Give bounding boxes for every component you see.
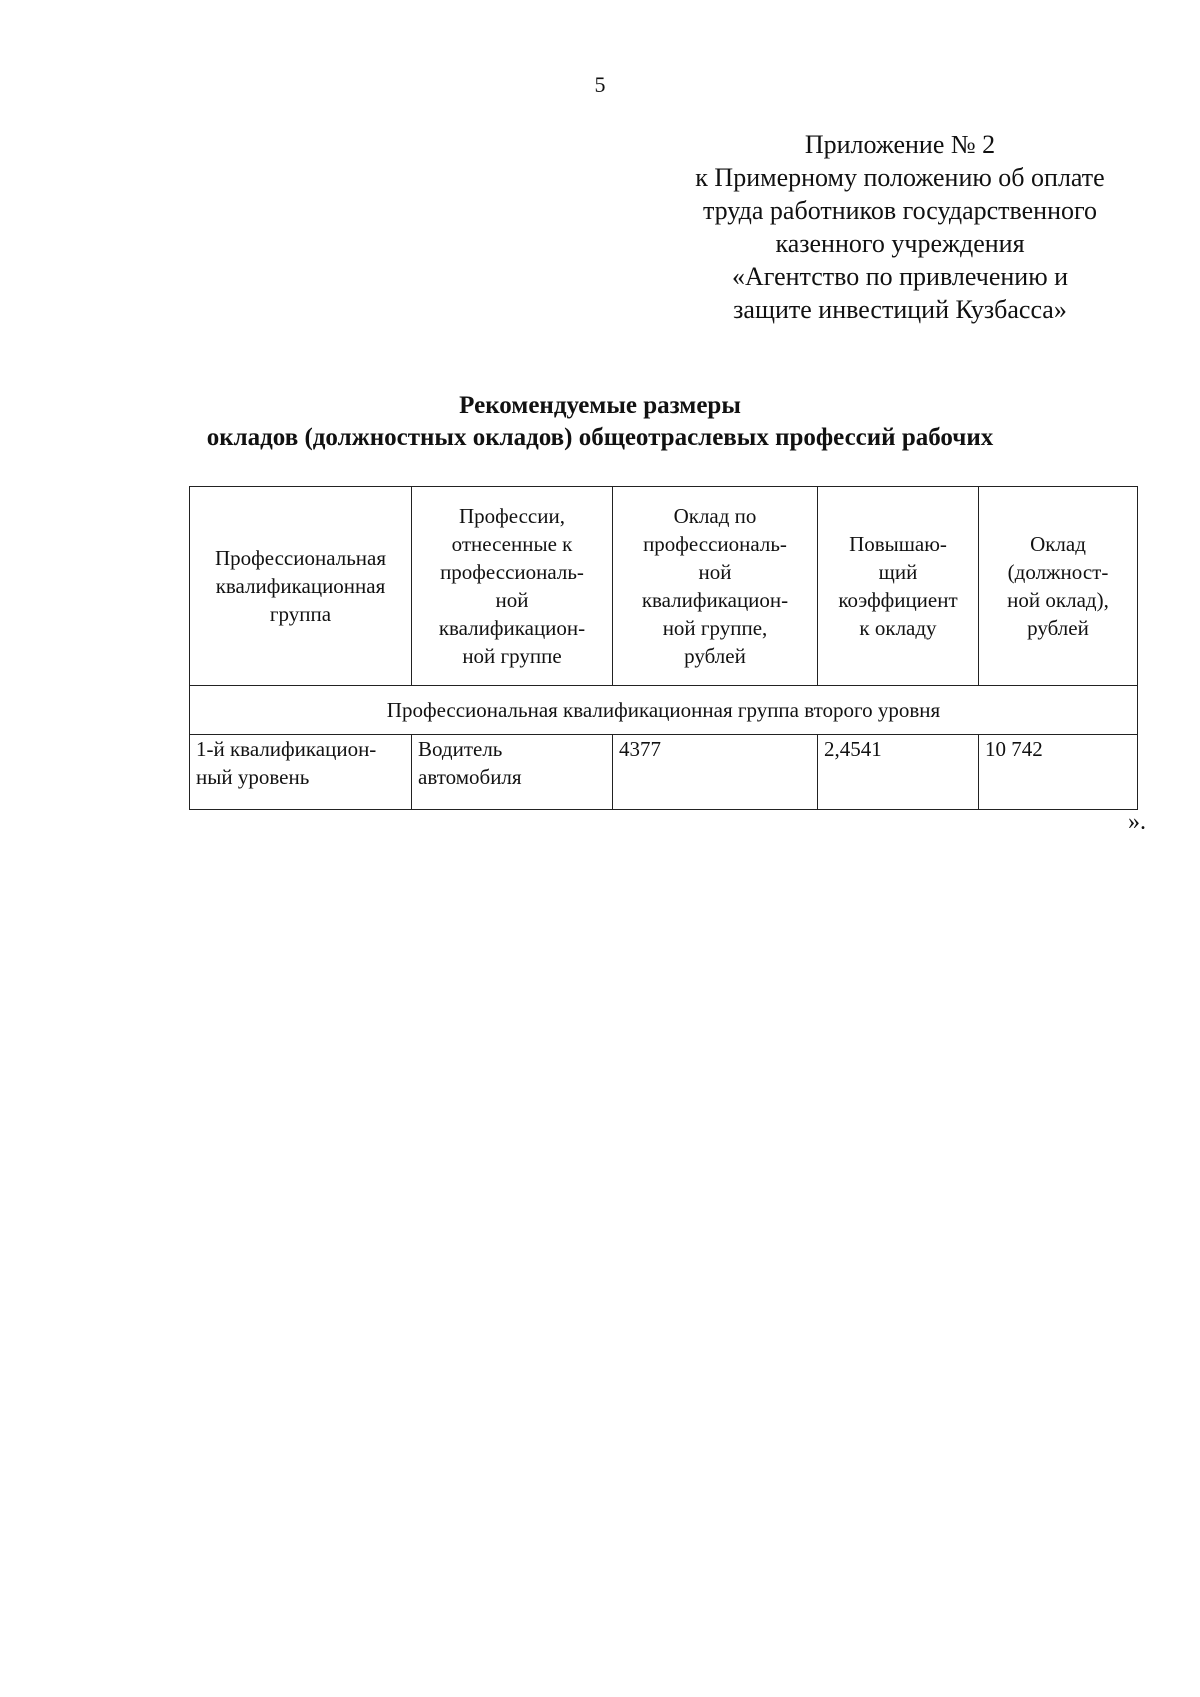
header-text: отнесенные к	[451, 532, 573, 556]
header-text: квалификационная	[215, 574, 386, 598]
header-text: к окладу	[859, 616, 937, 640]
header-salary	[979, 487, 1138, 686]
cell-text: ный уровень	[196, 765, 310, 789]
salary-table	[189, 486, 1138, 810]
appendix-header	[650, 128, 1150, 326]
cell-text: Водитель	[418, 737, 503, 761]
cell-level	[190, 735, 412, 810]
appendix-line: Приложение № 2	[804, 130, 996, 159]
appendix-line: казенного учреждения	[775, 229, 1025, 258]
header-text: ной группе,	[662, 616, 768, 640]
header-text: рублей	[684, 644, 746, 668]
appendix-line: к Примерному положению об оплате	[695, 163, 1105, 192]
header-text: квалификацион-	[438, 616, 586, 640]
cell-text: 1-й квалификацион-	[196, 737, 377, 761]
header-text: ной группе	[462, 644, 562, 668]
header-text: Профессии,	[459, 504, 565, 528]
header-text: (должност-	[1007, 560, 1109, 584]
page-number: 5	[594, 72, 606, 97]
appendix-line: «Агентство по привлечению и	[731, 262, 1069, 291]
cell-coefficient: 2,4541	[818, 735, 979, 810]
header-text: профессиональ-	[643, 532, 787, 556]
appendix-line: труда работников государственного	[702, 196, 1098, 225]
cell-salary: 10 742	[979, 735, 1138, 810]
title-line: окладов (должностных окладов) общеотраслевых профессий рабочих	[206, 424, 994, 451]
appendix-line: защите инвестиций Кузбасса»	[733, 295, 1067, 324]
header-text: Повышаю-	[849, 532, 947, 556]
header-text: коэффициент	[838, 588, 958, 612]
header-text: ной	[495, 588, 529, 612]
document-title	[0, 390, 1200, 454]
header-coefficient	[818, 487, 979, 686]
closing-quote: ».	[1128, 809, 1146, 835]
cell-profession	[412, 735, 613, 810]
table-group-row	[190, 686, 1138, 735]
header-text: группа	[269, 602, 332, 626]
header-text: ной	[698, 560, 732, 584]
group-title-cell: Профессиональная квалификационная группа второго уровня	[190, 686, 1138, 735]
table-row	[190, 735, 1138, 810]
cell-base-salary: 4377	[613, 735, 818, 810]
header-text: квалификацион-	[641, 588, 789, 612]
header-text: Оклад	[1030, 532, 1086, 556]
title-line: Рекомендуемые размеры	[459, 392, 741, 419]
header-base-salary	[613, 487, 818, 686]
cell-text: автомобиля	[418, 765, 522, 789]
header-text: профессиональ-	[440, 560, 584, 584]
header-professions	[412, 487, 613, 686]
header-text: Оклад по	[673, 504, 757, 528]
header-text: Профессиональная	[214, 546, 386, 570]
header-text: ной оклад),	[1007, 588, 1109, 612]
header-text: рублей	[1027, 616, 1089, 640]
header-text: щий	[878, 560, 918, 584]
table-header-row	[190, 487, 1138, 686]
header-qualification-group	[190, 487, 412, 686]
